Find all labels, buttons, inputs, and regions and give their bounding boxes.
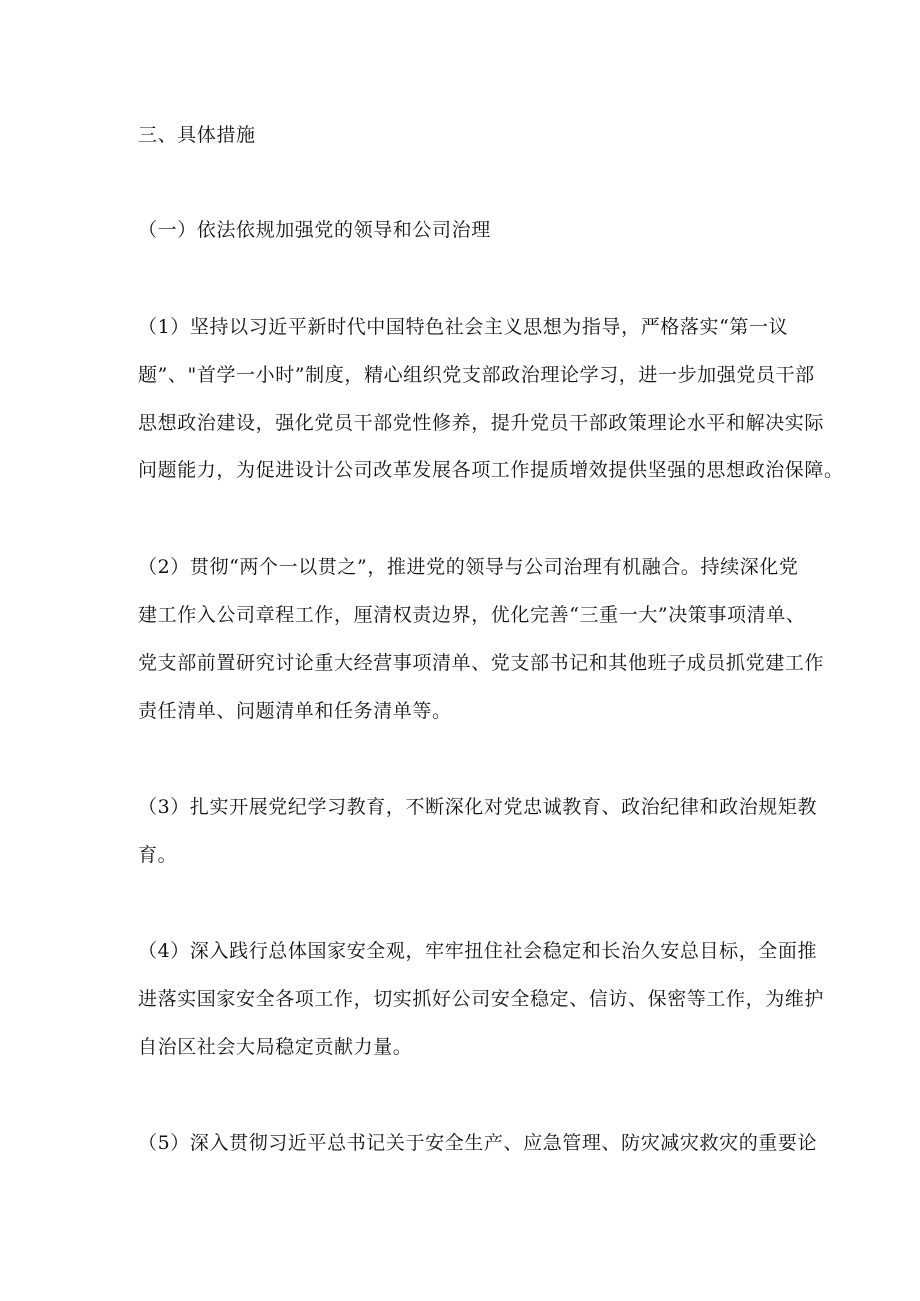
paragraph-line: 责任清单、问题清单和任务清单等。 — [138, 700, 452, 722]
paragraph-line: 进落实国家安全各项工作，切实抓好公司安全稳定、信访、保密等工作，为维护 — [138, 988, 825, 1010]
paragraph-line: 建工作入公司章程工作，厘清权责边界，优化完善“三重一大”决策事项清单、 — [138, 604, 806, 626]
paragraph-line: 思想政治建设，强化党员干部党性修养，提升党员干部政策理论水平和解决实际 — [138, 412, 825, 434]
paragraph-line: 问题能力，为促进设计公司改革发展各项工作提质增效提供坚强的思想政治保障。 — [138, 459, 844, 481]
paragraph-line: 育。 — [138, 844, 178, 866]
section-heading: 三、具体措施 — [138, 124, 256, 146]
paragraph-line: 自治区社会大局稳定贡献力量。 — [138, 1036, 413, 1058]
paragraph-line: 题”、"首学一小时”制度，精心组织党支部政治理论学习，进一步加强党员干部 — [138, 364, 815, 386]
paragraph-line: （4）深入践行总体国家安全观，牢牢扭住社会稳定和长治久安总目标，全面推 — [138, 940, 818, 962]
paragraph-line: 党支部前置研究讨论重大经营事项清单、党支部书记和其他班子成员抓党建工作 — [138, 652, 825, 674]
paragraph-line: （5）深入贯彻习近平总书记关于安全生产、应急管理、防灾减灾救灾的重要论 — [138, 1132, 818, 1154]
paragraph-line: （2）贯彻“两个一以贯之”，推进党的领导与公司治理有机融合。持续深化党 — [138, 556, 799, 578]
paragraph-line: （3）扎实开展党纪学习教育，不断深化对党忠诚教育、政治纪律和政治规矩教 — [138, 796, 818, 818]
paragraph-line: （1）坚持以习近平新时代中国特色社会主义思想为指导，严格落实“第一议 — [138, 316, 789, 338]
subsection-heading: （一）依法依规加强党的领导和公司治理 — [138, 219, 491, 241]
